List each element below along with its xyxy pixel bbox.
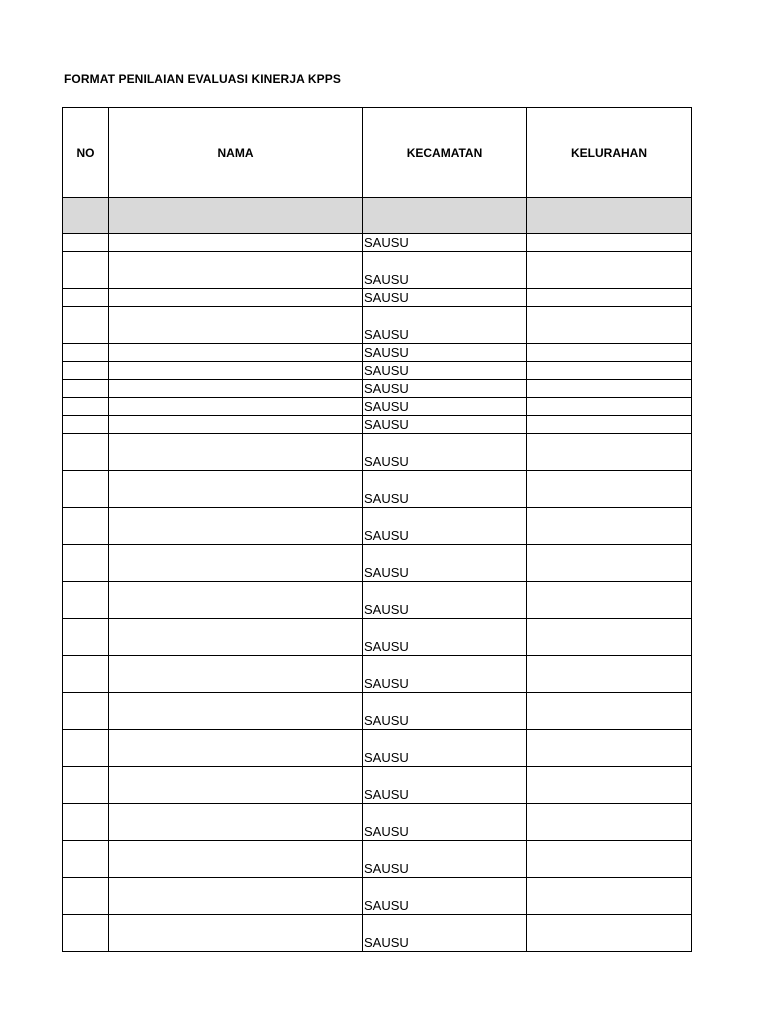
cell-kecamatan: SAUSU [363, 693, 527, 730]
cell-kecamatan: SAUSU [363, 471, 527, 508]
cell-kelurahan [527, 693, 692, 730]
cell-no [63, 289, 109, 307]
cell-no [63, 915, 109, 952]
cell-kelurahan [527, 619, 692, 656]
cell-kecamatan: SAUSU [363, 307, 527, 344]
cell-kelurahan [527, 767, 692, 804]
cell-no [63, 878, 109, 915]
cell-kelurahan [527, 252, 692, 289]
shaded-cell [363, 198, 527, 234]
cell-nama [109, 398, 363, 416]
table-row [63, 252, 692, 289]
cell-kecamatan: SAUSU [363, 252, 527, 289]
cell-no [63, 307, 109, 344]
cell-nama [109, 307, 363, 344]
cell-kelurahan [527, 234, 692, 252]
cell-nama [109, 289, 363, 307]
cell-kecamatan: SAUSU [363, 656, 527, 693]
table-row [63, 362, 692, 380]
cell-no [63, 767, 109, 804]
cell-nama [109, 344, 363, 362]
cell-kecamatan: SAUSU [363, 434, 527, 471]
cell-nama [109, 730, 363, 767]
cell-nama [109, 767, 363, 804]
header-row [63, 108, 692, 198]
cell-kelurahan [527, 398, 692, 416]
cell-no [63, 434, 109, 471]
cell-no [63, 416, 109, 434]
shaded-cell [63, 198, 109, 234]
cell-no [63, 398, 109, 416]
cell-kelurahan [527, 380, 692, 398]
cell-kecamatan: SAUSU [363, 508, 527, 545]
cell-no [63, 344, 109, 362]
shaded-cell [527, 198, 692, 234]
cell-no [63, 730, 109, 767]
cell-kelurahan [527, 656, 692, 693]
table-row [63, 656, 692, 693]
header-kecamatan: KECAMATAN [363, 108, 527, 198]
cell-kelurahan [527, 289, 692, 307]
cell-kecamatan: SAUSU [363, 915, 527, 952]
table-row [63, 508, 692, 545]
cell-kelurahan [527, 471, 692, 508]
cell-kelurahan [527, 878, 692, 915]
cell-nama [109, 804, 363, 841]
cell-no [63, 804, 109, 841]
cell-no [63, 582, 109, 619]
shaded-cell [109, 198, 363, 234]
cell-kelurahan [527, 730, 692, 767]
cell-kecamatan: SAUSU [363, 344, 527, 362]
cell-kecamatan: SAUSU [363, 362, 527, 380]
cell-no [63, 545, 109, 582]
table-row [63, 878, 692, 915]
table-row [63, 289, 692, 307]
table-row [63, 804, 692, 841]
table-row [63, 398, 692, 416]
cell-nama [109, 416, 363, 434]
cell-kecamatan: SAUSU [363, 767, 527, 804]
cell-no [63, 693, 109, 730]
table-row [63, 234, 692, 252]
table-row [63, 545, 692, 582]
cell-kelurahan [527, 545, 692, 582]
cell-kelurahan [527, 416, 692, 434]
cell-nama [109, 252, 363, 289]
cell-no [63, 508, 109, 545]
cell-no [63, 619, 109, 656]
cell-kelurahan [527, 307, 692, 344]
cell-nama [109, 878, 363, 915]
cell-nama [109, 619, 363, 656]
table-row [63, 767, 692, 804]
cell-nama [109, 582, 363, 619]
cell-kecamatan: SAUSU [363, 545, 527, 582]
table-row [63, 693, 692, 730]
cell-kelurahan [527, 841, 692, 878]
cell-kecamatan: SAUSU [363, 398, 527, 416]
cell-nama [109, 380, 363, 398]
cell-no [63, 656, 109, 693]
cell-kecamatan: SAUSU [363, 380, 527, 398]
cell-nama [109, 693, 363, 730]
cell-no [63, 234, 109, 252]
cell-nama [109, 471, 363, 508]
cell-kecamatan: SAUSU [363, 619, 527, 656]
table-row [63, 471, 692, 508]
cell-kelurahan [527, 508, 692, 545]
cell-kecamatan: SAUSU [363, 841, 527, 878]
cell-kecamatan: SAUSU [363, 730, 527, 767]
cell-nama [109, 508, 363, 545]
table-row [63, 380, 692, 398]
cell-nama [109, 434, 363, 471]
cell-no [63, 362, 109, 380]
cell-nama [109, 362, 363, 380]
table-row [63, 307, 692, 344]
cell-kecamatan: SAUSU [363, 234, 527, 252]
cell-nama [109, 545, 363, 582]
cell-kecamatan: SAUSU [363, 416, 527, 434]
cell-kelurahan [527, 344, 692, 362]
header-nama: NAMA [109, 108, 363, 198]
cell-no [63, 841, 109, 878]
cell-kelurahan [527, 434, 692, 471]
cell-kecamatan: SAUSU [363, 878, 527, 915]
cell-nama [109, 915, 363, 952]
document-title: FORMAT PENILAIAN EVALUASI KINERJA KPPS [64, 72, 341, 86]
table-row [63, 434, 692, 471]
cell-kelurahan [527, 362, 692, 380]
evaluation-table [62, 107, 692, 952]
table-row [63, 915, 692, 952]
cell-kecamatan: SAUSU [363, 289, 527, 307]
cell-kelurahan [527, 915, 692, 952]
cell-kecamatan: SAUSU [363, 582, 527, 619]
table-row [63, 582, 692, 619]
table-row [63, 841, 692, 878]
table-row [63, 344, 692, 362]
table-row [63, 416, 692, 434]
cell-kelurahan [527, 804, 692, 841]
cell-no [63, 252, 109, 289]
header-kelurahan: KELURAHAN [527, 108, 692, 198]
cell-nama [109, 234, 363, 252]
shaded-row [63, 198, 692, 234]
cell-kelurahan [527, 582, 692, 619]
cell-nama [109, 656, 363, 693]
table-row [63, 619, 692, 656]
cell-kecamatan: SAUSU [363, 804, 527, 841]
header-no: NO [63, 108, 109, 198]
cell-no [63, 471, 109, 508]
cell-nama [109, 841, 363, 878]
table-row [63, 730, 692, 767]
cell-no [63, 380, 109, 398]
